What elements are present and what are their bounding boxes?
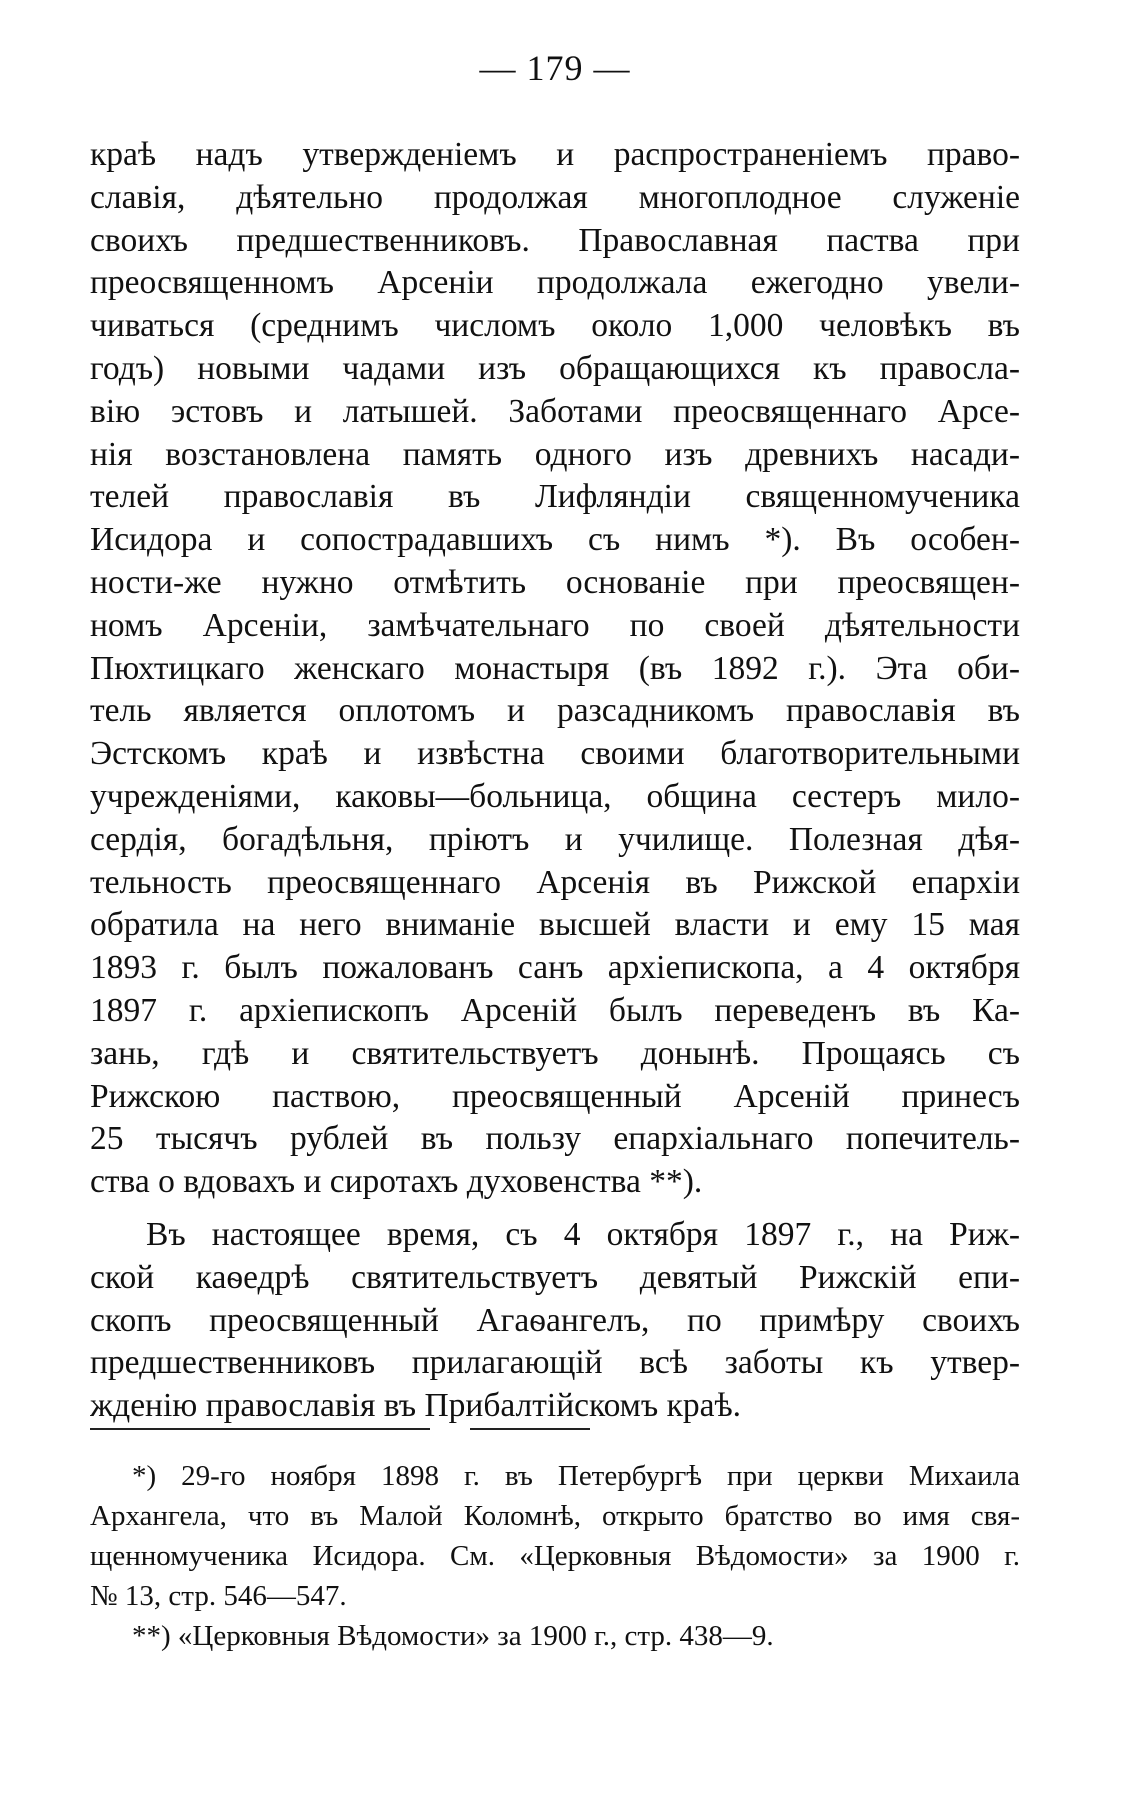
text-line: нія возстановлена память одного изъ древнихъ насади- (90, 435, 1020, 473)
footnote-2 (90, 1616, 1020, 1656)
page-number: — 179 — (479, 48, 631, 88)
text-line: 25 тысячъ рублей въ пользу епархіальнаго попечитель- (90, 1120, 1020, 1158)
text-line: зань, гдѣ и святительствуетъ донынѣ. Прощаясь съ (90, 1034, 1020, 1072)
paragraph-1 (90, 134, 1020, 1204)
footnote-line: № 13, стр. 546—547. (90, 1580, 347, 1612)
text-line: Рижскою паствою, преосвященный Арсеній принесъ (90, 1077, 1020, 1115)
footnote-line: **) «Церковныя Вѣдомости» за 1900 г., стр. 438—9. (132, 1620, 774, 1652)
text-line: обратила на него вниманіе высшей власти и ему 15 мая (90, 906, 1020, 944)
book-page (90, 40, 1020, 1780)
text-line: Исидора и сопострадавшихъ съ нимъ *). Въ особен- (90, 521, 1020, 559)
footnote-line: щенномученика Исидора. См. «Церковныя Вѣдомости» за 1900 г. (90, 1540, 1020, 1572)
text-line: краѣ надъ утвержденіемъ и распространеніемъ право- (90, 136, 1020, 173)
text-line: тель является оплотомъ и разсадникомъ православія въ (90, 692, 1020, 730)
text-line: Эстскомъ краѣ и извѣстна своими благотворительными (90, 735, 1020, 773)
text-line: жденію православія въ Прибалтійскомъ краѣ. (90, 1387, 742, 1425)
text-line: 1897 г. архіепископъ Арсеній былъ переведенъ въ Ка- (90, 991, 1020, 1029)
paragraph-gap (90, 1204, 1020, 1214)
text-line: номъ Арсеніи, замѣчательнаго по своей дѣятельности (90, 606, 1020, 644)
main-text (90, 134, 1020, 1428)
text-line: ства о вдовахъ и сиротахъ духовенства **). (90, 1163, 703, 1201)
text-line: своихъ предшественниковъ. Православная паства при (90, 221, 1020, 259)
paragraph-2 (90, 1214, 1020, 1428)
text-line: вію эстовъ и латышей. Заботами преосвященнаго Арсе- (90, 392, 1020, 430)
text-line: годъ) новыми чадами изъ обращающихся къ правосла- (90, 349, 1020, 387)
text-line: телей православія въ Лифляндіи священномученика (90, 478, 1020, 516)
footnote-line: *) 29-го ноября 1898 г. въ Петербургѣ при церкви Михаила (132, 1460, 1020, 1492)
text-line: ности-же нужно отмѣтить основаніе при преосвящен- (90, 563, 1020, 601)
footnote-separator-rule (90, 1428, 430, 1430)
text-line: ской каѳедрѣ святительствуетъ девятый Рижскій епи- (90, 1258, 1020, 1296)
text-line: тельность преосвященнаго Арсенія въ Рижской епархіи (90, 863, 1020, 901)
footnote-1 (90, 1456, 1020, 1616)
text-line: 1893 г. былъ пожалованъ санъ архіепископа, а 4 октября (90, 949, 1020, 987)
text-line: чиваться (среднимъ числомъ около 1,000 человѣкъ въ (90, 307, 1020, 345)
text-line: Пюхтицкаго женскаго монастыря (въ 1892 г.). Эта оби- (90, 649, 1020, 687)
text-line: предшественниковъ прилагающій всѣ заботы къ утвер- (90, 1344, 1020, 1382)
text-line: преосвященномъ Арсеніи продолжала ежегодно увели- (90, 264, 1020, 302)
footnote-line: Архангела, что въ Малой Коломнѣ, открыто братство во имя свя- (90, 1500, 1020, 1532)
text-line: скопъ преосвященный Агаѳангелъ, по примѣру своихъ (90, 1301, 1020, 1339)
text-line: учрежденіями, каковы—больница, община сестеръ мило- (90, 777, 1020, 815)
section-end-rule (470, 1428, 590, 1430)
text-line: сердія, богадѣльня, пріютъ и училище. Полезная дѣя- (90, 820, 1020, 858)
text-line: Въ настоящее время, съ 4 октября 1897 г., на Риж- (146, 1215, 1020, 1253)
footnotes (90, 1456, 1020, 1656)
text-line: славія, дѣятельно продолжая многоплодное служеніе (90, 178, 1020, 216)
